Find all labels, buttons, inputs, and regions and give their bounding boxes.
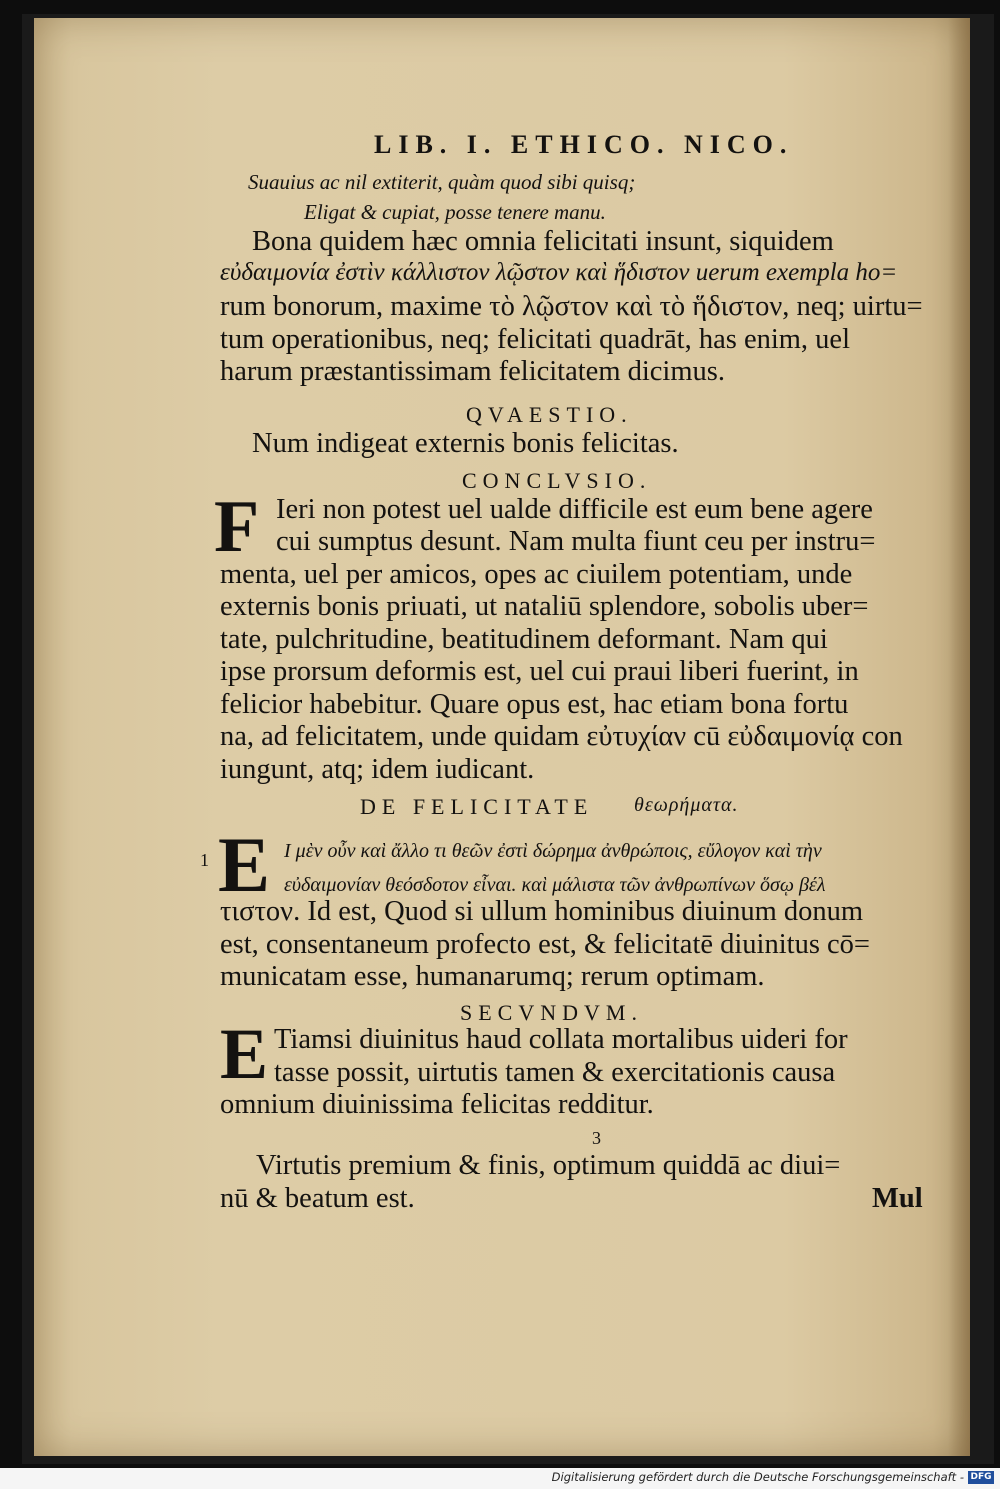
catchword: Mul	[872, 1183, 923, 1214]
para1-line-1: Bona quidem hæc omnia felicitati insunt, siquidem	[252, 226, 834, 257]
conclusio-line-4: externis bonis priuati, ut nataliū splendore, sobolis uber=	[220, 591, 869, 622]
heading-secundum: SECVNDVM.	[460, 1000, 643, 1025]
final-line-2: nū & beatum est.	[220, 1183, 415, 1214]
verse-line-2: Eligat & cupiat, posse tenere manu.	[304, 200, 606, 224]
footer-credit: Digitalisierung gefördert durch die Deutsche Forschungsgemeinschaft -	[551, 1470, 964, 1484]
para1-line-3: rum bonorum, maxime τὸ λῷστον καὶ τὸ ἥδιστον, neq; uirtu=	[220, 291, 923, 322]
quaestio-line: Num indigeat externis bonis felicitas.	[252, 428, 679, 459]
secundum-line-1: Tiamsi diuinitus haud collata mortalibus uideri for	[274, 1024, 848, 1055]
heading-conclusio: CONCLVSIO.	[462, 468, 652, 493]
conclusio-line-9: iungunt, atq; idem iudicant.	[220, 754, 535, 785]
theorema-line-3: τιστον. Id est, Quod si ullum hominibus diuinum donum	[220, 896, 864, 927]
book-page	[34, 18, 970, 1456]
dropcap-secundum: E	[220, 1014, 269, 1094]
theorema-line-2: εὐδαιμονίαν θεόσδοτον εἶναι. καὶ μάλιστα τῶν ἀνθρωπίνων ὅσῳ βέλ	[284, 874, 826, 896]
conclusio-line-2: cui sumptus desunt. Nam multa fiunt ceu per instru=	[276, 526, 876, 557]
theorema-line-4: est, consentaneum profecto est, & felicitatē diuinitus cō=	[220, 929, 871, 960]
conclusio-line-5: tate, pulchritudine, beatitudinem deformant. Nam qui	[220, 624, 828, 655]
secundum-line-3: omnium diuinissima felicitas redditur.	[220, 1089, 654, 1120]
footer-bar	[0, 1468, 1000, 1489]
margin-mark-1: 1	[200, 850, 209, 870]
page-edge-shadow	[948, 18, 970, 1456]
verse-line-1: Suauius ac nil extiterit, quàm quod sibi quisq;	[248, 170, 636, 194]
conclusio-line-1: Ieri non potest uel ualde difficile est eum bene agere	[276, 494, 873, 525]
theorema-line-1: I μὲν οὖν καὶ ἄλλο τι θεῶν ἐστὶ δώρημα ἀνθρώποις, εὔλογον καὶ τὴν	[284, 840, 822, 862]
running-header: LIB. I. ETHICO. NICO.	[374, 130, 794, 159]
heading-de-felicitate: DE FELICITATE	[360, 794, 594, 819]
para1-line-5: harum præstantissimam felicitatem dicimus.	[220, 356, 725, 387]
dropcap-conclusio: F	[214, 486, 260, 568]
secundum-line-2: tasse possit, uirtutis tamen & exercitationis causa	[274, 1057, 836, 1088]
conclusio-line-3: menta, uel per amicos, opes ac ciuilem potentiam, unde	[220, 559, 853, 590]
dfg-logo: DFG	[968, 1471, 994, 1484]
final-line-1: Virtutis premium & finis, optimum quiddā ac diui=	[256, 1150, 841, 1181]
para1-line-4: tum operationibus, neq; felicitati quadrāt, has enim, uel	[220, 324, 850, 355]
dropcap-theorema: E	[218, 821, 271, 908]
theorema-line-5: municatam esse, humanarumq; rerum optimam.	[220, 961, 765, 992]
margin-mark-3: 3	[592, 1128, 601, 1148]
conclusio-line-7: felicior habebitur. Quare opus est, hac etiam bona fortu	[220, 689, 849, 720]
conclusio-line-8: na, ad felicitatem, unde quidam εὐτυχίαν cū εὐδαιμονίᾳ con	[220, 721, 903, 752]
conclusio-line-6: ipse prorsum deformis est, uel cui praui liberi fuerint, in	[220, 656, 859, 687]
heading-quaestio: QVAESTIO.	[466, 402, 633, 427]
heading-theoremata: θεωρήματα.	[634, 794, 739, 816]
para1-line-2: εὐδαιμονία ἐστὶν κάλλιστον λῷστον καὶ ἥδιστον uerum exempla ho=	[220, 259, 898, 286]
